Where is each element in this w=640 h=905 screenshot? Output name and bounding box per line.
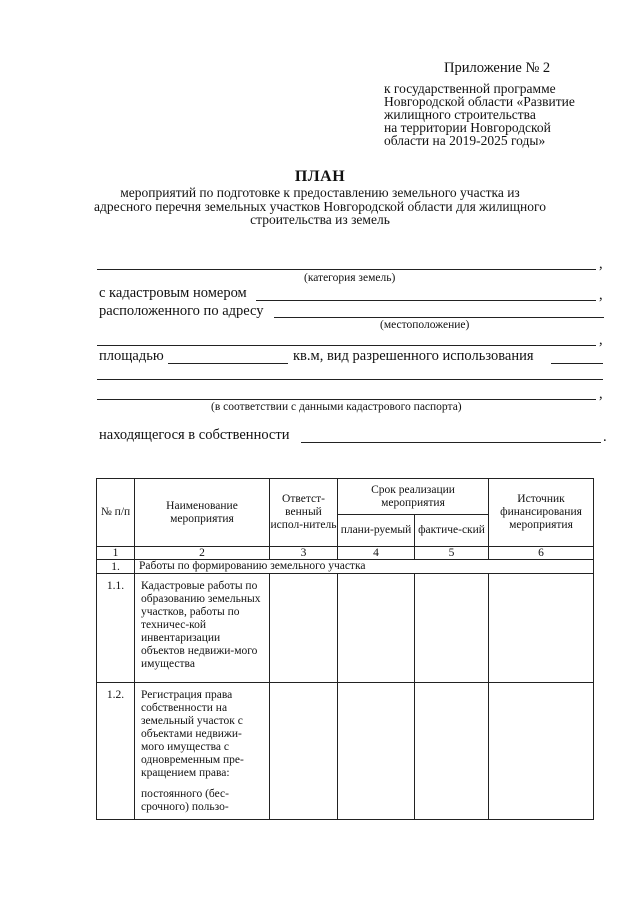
table-row	[97, 574, 594, 683]
subtitle-line: мероприятий по подготовке к предоставлению земельного участка из	[120, 185, 520, 200]
appendix-line: на территории Новгородской	[384, 120, 551, 135]
appendix-line: к государственной программе	[384, 81, 556, 96]
col-number: 2	[135, 547, 270, 560]
subtitle-line: адресного перечня земельных участков Новгородской области для жилищного	[94, 198, 546, 214]
subtitle-line: строительства из земель	[250, 212, 390, 227]
header-num: № п/п	[97, 479, 135, 547]
appendix-line: жилищного строительства	[384, 107, 536, 122]
header-name: Наименование мероприятия	[135, 479, 270, 547]
plan-subtitle	[80, 186, 560, 227]
col-number: 3	[270, 547, 338, 560]
row-source-cell[interactable]	[489, 683, 594, 820]
row-text: постоянного (бес-срочного) пользо-	[141, 788, 229, 813]
header-actual: фактиче-ский	[415, 515, 489, 547]
table-row	[97, 683, 594, 820]
col-number: 4	[338, 547, 415, 560]
header-source: Источник финансирования мероприятия	[489, 479, 594, 547]
appendix-line: Новгородской области «Развитие	[384, 94, 575, 109]
usage-type-line-3[interactable]	[97, 399, 596, 400]
row-responsible-cell[interactable]	[270, 574, 338, 683]
owner-line[interactable]	[301, 442, 601, 443]
section-title: Работы по формированию земельного участка	[135, 560, 594, 574]
header-responsible: Ответст-венный испол-нитель	[270, 479, 338, 547]
appendix-title: Приложение № 2	[444, 60, 551, 76]
passport-note: (в соответствии с данными кадастрового паспорта)	[211, 401, 462, 413]
category-note: (категория земель)	[304, 272, 396, 284]
col-number: 6	[489, 547, 594, 560]
row-num: 1.2.	[97, 683, 135, 820]
location-note: (местоположение)	[380, 319, 470, 331]
address-line-2[interactable]	[97, 345, 596, 346]
address-comma: ,	[599, 332, 603, 348]
appendix-lines	[384, 82, 575, 147]
row-text: Кадастровые работы по образованию земельных участков, работы по техничес-кой инвентаризации объектов недвижи-мого имущества	[141, 580, 261, 670]
address-line[interactable]	[274, 317, 604, 318]
row-name	[135, 683, 270, 820]
section-row	[97, 560, 594, 574]
cadastral-number-line[interactable]	[256, 300, 596, 301]
area-unit-text: кв.м, вид разрешенного использования	[293, 348, 534, 364]
usage-comma: ,	[599, 386, 603, 402]
header-planned: плани-руемый	[338, 515, 415, 547]
row-planned-cell[interactable]	[338, 574, 415, 683]
row-text: Регистрация права собственности на земельный участок с объектами недвижи-мого имущества с одновременным пре-кращением права:	[141, 689, 244, 779]
appendix-line: области на 2019-2025 годы»	[384, 133, 546, 148]
header-term: Срок реализации мероприятия	[338, 479, 489, 515]
col-number: 5	[415, 547, 489, 560]
category-line[interactable]	[97, 269, 596, 270]
plan-table	[96, 478, 594, 820]
area-label: площадью	[99, 348, 164, 364]
cadastral-label: с кадастровым номером	[99, 285, 247, 301]
area-value-line[interactable]	[168, 363, 288, 364]
row-planned-cell[interactable]	[338, 683, 415, 820]
row-name	[135, 574, 270, 683]
category-comma: ,	[599, 256, 603, 272]
owner-label: находящегося в собственности	[99, 427, 290, 443]
row-actual-cell[interactable]	[415, 683, 489, 820]
row-num: 1.1.	[97, 574, 135, 683]
row-actual-cell[interactable]	[415, 574, 489, 683]
section-num: 1.	[97, 560, 135, 574]
usage-type-line[interactable]	[551, 363, 603, 364]
row-source-cell[interactable]	[489, 574, 594, 683]
cadastral-comma: ,	[599, 287, 603, 303]
col-number: 1	[97, 547, 135, 560]
row-responsible-cell[interactable]	[270, 683, 338, 820]
usage-type-line-2[interactable]	[97, 379, 603, 380]
plan-title: ПЛАН	[294, 168, 346, 185]
owner-period: .	[603, 429, 607, 445]
address-label: расположенного по адресу	[99, 303, 264, 319]
